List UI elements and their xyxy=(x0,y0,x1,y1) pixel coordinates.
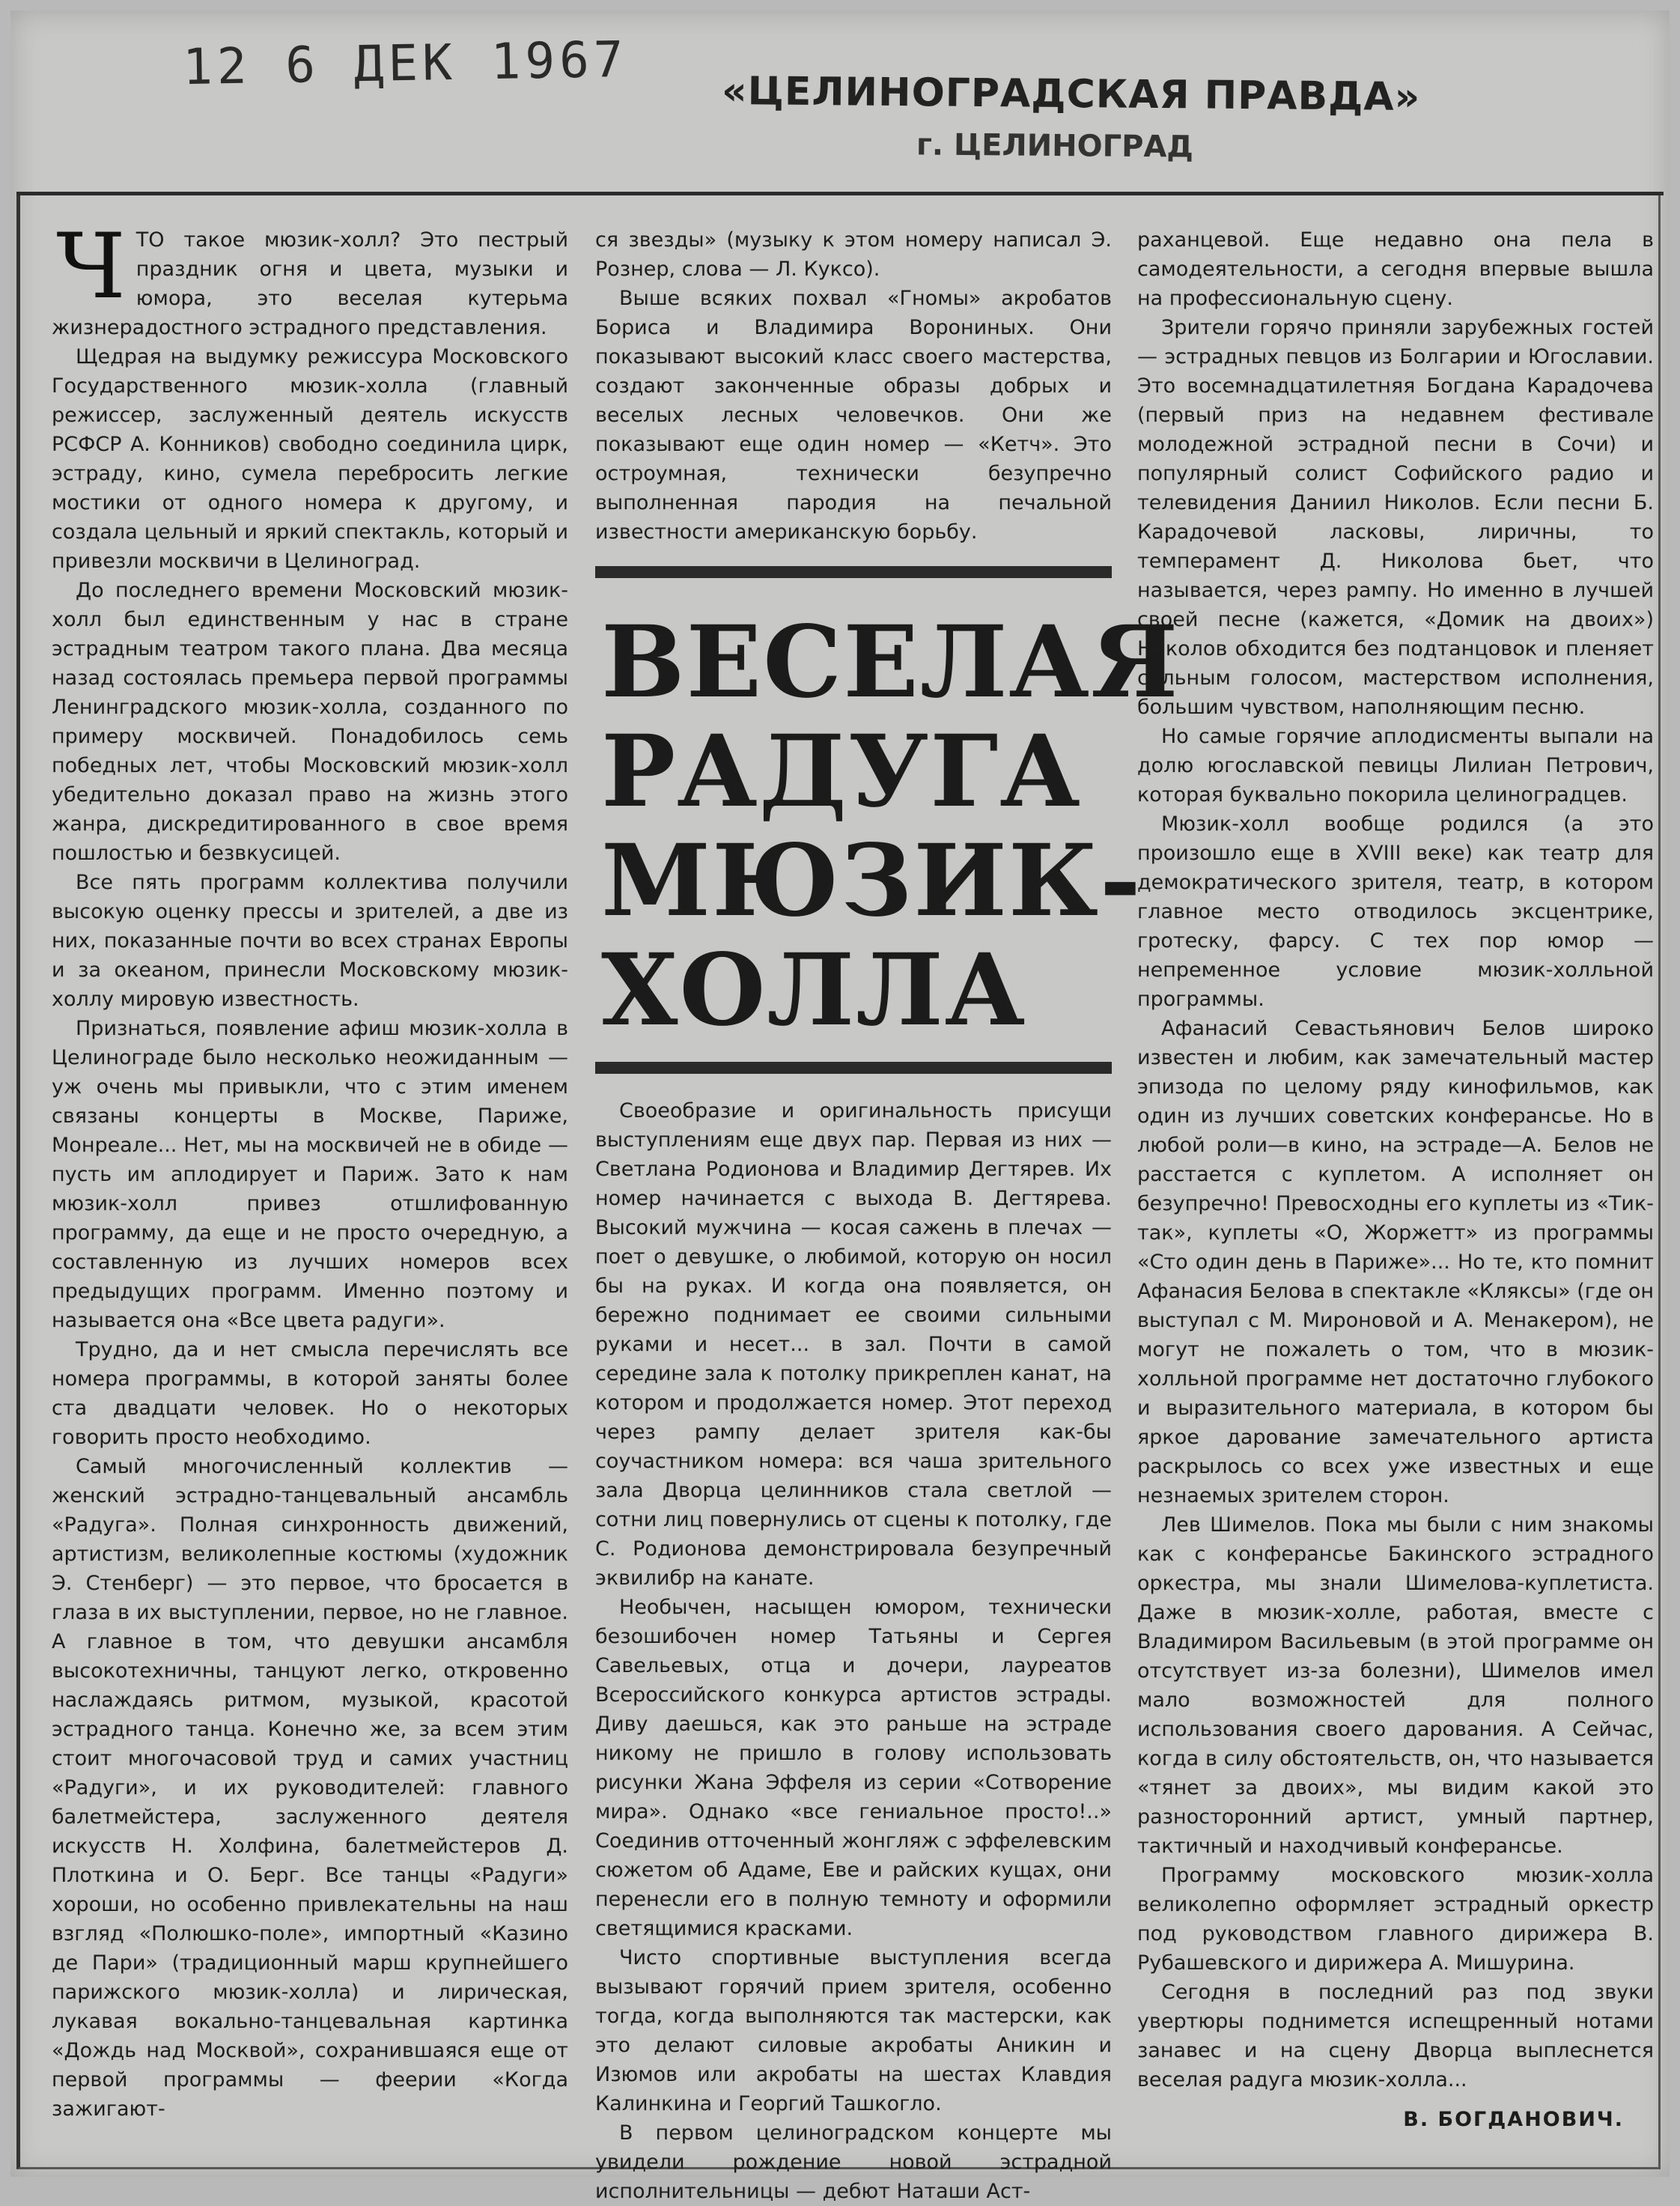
paragraph: Чисто спортивные выступления всегда вызывают горячий прием зрителя, особенно тогда, когда выполняются так мастерски, как это делают силовые акробаты Аникин и Изюмов или акробаты на шестах Клавдия Калинкина и Георгий Ташкогло. xyxy=(595,1946,1112,2115)
paragraph xyxy=(52,215,568,342)
paragraph: Зрители горячо приняли зарубежных гостей — эстрадных певцов из Болгарии и Югославии. Это восемнадцатилетняя Богдана Карадочева (первый приз на недавнем фестивале молодежной эстрадной песни в Сочи) и популярный солист Софийского радио и телевидения Даниил Николов. Если песни Б. Карадочевой ласковы, лиричны, то темперамент Д. Николова бьет, что называется, через рампу. Но именно в лучшей своей песне (кажется, «Домик на двоих») Николов обходится без подтанцовок и пленяет сильным голосом, мастерством исполнения, большим чувством, наполняющим песню. xyxy=(1137,316,1654,719)
paragraph: Но самые горячие аплодисменты выпали на долю югославской певицы Лилиан Петрович, которая буквально покорила целиноградцев. xyxy=(1137,725,1654,806)
paragraph: В первом целиноградском концерте мы увидели рождение новой эстрадной исполнительницы — дебют Наташи Аст- xyxy=(595,2121,1112,2203)
author-signature: В. БОГДАНОВИЧ. xyxy=(1403,2108,1624,2131)
paragraph-text: ТО такое мюзик-холл? Это пестрый праздник огня и цвета, музыки и юмора, это веселая кутерьма жизнерадостного эстрадного представления. xyxy=(52,228,568,339)
paragraph: Трудно, да и нет смысла перечислять все номера программы, в которой заняты более ста двадцати человек. Но о некоторых говорить просто необходимо. xyxy=(52,1338,568,1449)
paragraph: Афанасий Севастьянович Белов широко известен и любим, как замечательный мастер эпизода по целому ряду кинофильмов, как один из лучших советских конферансье. Но в любой роли—в кино, на эстраде—А. Белов не расстается с куплетом. А исполняет он безупречно! Превосходны его куплеты из «Тик-так», куплеты «О, Жоржетт» из программы «Сто один день в Париже»... Но те, кто помнит Афанасия Белова в спектакле «Кляксы» (где он выступал с М. Мироновой и А. Менакером), не могут не пожалеть о том, что в мюзик-холльной программе нет достаточно глубокого и выразительного материала, в котором бы яркое дарование замечательного артиста раскрылось со всех уже известных и еще незнаемых зрителем сторон. xyxy=(1137,1017,1654,1507)
article-column-1 xyxy=(52,215,568,2142)
headline xyxy=(595,578,1180,1062)
headline-block xyxy=(595,566,1180,1074)
headline-line: РАДУГА xyxy=(601,714,1082,830)
paragraph: Программу московского мюзик-холла великолепно оформляет эстрадный оркестр под руководством главного дирижера В. Рубашевского и дирижера А. Мишурина. xyxy=(1137,1864,1654,1975)
article-column-2 xyxy=(595,225,1180,2203)
date-stamp: 12 6 ДЕК 1967 xyxy=(182,30,629,97)
paragraph: Признаться, появление афиш мюзик-холла в Целинограде было несколько неожиданным — уж очень мы привыкли, что с этим именем связаны концерты в Москве, Париже, Монреале... Нет, мы на москвичей не в обиде — пусть им аплодирует и Париж. Зато к нам мюзик-холл привез отшлифованную программу, да еще и не просто очередную, а составленную из лучших номеров всех предыдущих программ. Именно поэтому и называется она «Все цвета радуги». xyxy=(52,1017,568,1332)
headline-line: ВЕСЕЛАЯ xyxy=(601,604,1180,720)
newspaper-name: «ЦЕЛИНОГРАДСКАЯ ПРАВДА» xyxy=(721,68,1421,121)
headline-line: ХОЛЛА xyxy=(601,932,1027,1048)
headline-rule-bottom xyxy=(595,1062,1112,1074)
paragraph: Необычен, насыщен юмором, технически безошибочен номер Татьяны и Сергея Савельевых, отца и дочери, лауреатов Всероссийского конкурса артистов эстрады. Диву даешься, как это раньше на эстраде никому не пришло в голову использовать рисунки Жана Эффеля из серии «Сотворение мира». Однако «все гениальное просто!..» Соединив отточенный жонгляж с эффелевским сюжетом об Адаме, Еве и райских кущах, они перенесли его в полную темноту и оформили светящимися красками. xyxy=(595,1596,1112,1940)
paragraph: раханцевой. Еще недавно она пела в самодеятельности, а сегодня впервые вышла на профессиональную сцену. xyxy=(1137,228,1654,310)
paragraph: ся звезды» (музыку к этом номеру написал Э. Рознер, слова — Л. Куксо). xyxy=(595,228,1112,281)
newspaper-city: г. ЦЕЛИНОГРАД xyxy=(916,127,1194,165)
headline-line: МЮЗИК- xyxy=(601,823,1142,939)
drop-cap: Ч xyxy=(56,215,126,319)
headline-rule-top xyxy=(595,566,1112,578)
paragraph: До последнего времени Московский мюзик-холл был единственным у нас в стране эстрадным театром такого плана. Два месяца назад состоялась премьера первой программы Ленинградского мюзик-холла, созданного по примеру москвичей. Понадобилось семь победных лет, чтобы Московский мюзик-холл убедительно доказал право на жизнь этого жанра, дискредитированного в свое время пошлостью и безвкусицей. xyxy=(52,579,568,865)
paragraph: Лев Шимелов. Пока мы были с ним знакомы как с конферансье Бакинского эстрадного оркестра, мы знали Шимелова-куплетиста. Даже в мюзик-холле, работая, вместе с Владимиром Васильевым (в этой программе он отсутствует из-за болезни), Шимелов имел мало возможностей для полного использования своего дарования. А Сейчас, когда в силу обстоятельств, он, что называется «тянет за двоих», мы видим какой это разносторонний артист, умный партнер, тактичный и находчивый конферансье. xyxy=(1137,1513,1654,1858)
paragraph: Мюзик-холл вообще родился (а это произошло еще в XVIII веке) как театр для демократического зрителя, театр, в котором главное место отводилось эксцентрике, гротеску, фарсу. С тех пор юмор — непременное условие мюзик-холльной программы. xyxy=(1137,812,1654,1011)
paragraph: Своеобразие и оригинальность присущи выступлениям еще двух пар. Первая из них — Светлана Родионова и Владимир Дегтярев. Их номер начинается с выхода В. Дегтярева. Высокий мужчина — косая сажень в плечах — поет о девушке, о любимой, которую он носил бы на руках. И когда она появляется, он бережно поднимает ее своими сильными руками и несет... в зал. Почти в самой середине зала к потолку прикреплен канат, на котором и продолжается номер. Этот переход через рампу делает зрителя как-бы соучастником номера: вся чаша зрительного зала Дворца целинников стала светлой — сотни лиц повернулись от сцены к потолку, где С. Родионова демонстрировала безупречный эквилибр на канате. xyxy=(595,1099,1112,1590)
paragraph: Самый многочисленный коллектив — женский эстрадно-танцевальный ансамбль «Радуга». Полная синхронность движений, артистизм, великолепные костюмы (художник Э. Стенберг) — это первое, что бросается в глаза в их выступлении, первое, но не главное. А главное в том, что девушки ансамбля высокотехничны, танцуют легко, откровенно наслаждаясь ритмом, музыкой, красотой эстрадного танца. Конечно же, за всем этим стоит многочасовой труд и самих участниц «Радуги», и их руководителей: главного балетмейстера, заслуженного деятеля искусств Н. Холфина, балетмейстеров Д. Плоткина и О. Берг. Все танцы «Радуги» хороши, но особенно привлекательны на наш взгляд «Полюшко-поле», импортный «Казино де Пари» (традиционный марш крупнейшего парижского мюзик-холла) и лирическая, лукавая вокально-танцевальная картинка «Дождь над Москвой», сохранившаяся еще от первой программы — феерии «Когда зажигают- xyxy=(52,1455,568,2121)
paragraph: Сегодня в последний раз под звуки увертюры поднимется испещренный нотами занавес и на сцену Дворца выплеснется веселая радуга мюзик-холла... xyxy=(1137,1981,1654,2091)
article-column-3 xyxy=(1137,225,1654,2142)
paragraph: Выше всяких похвал «Гномы» акробатов Бориса и Владимира Ворониных. Они показывают высокий класс своего мастерства, создают законченные образы добрых и веселых лесных человечков. Они же показывают еще один номер — «Кетч». Это остроумная, технически безупречно выполненная пародия на печальной известности американскую борьбу. xyxy=(595,287,1112,544)
article xyxy=(16,195,1661,2203)
paragraph: Все пять программ коллектива получили высокую оценку прессы и зрителей, а две из них, показанные почти во всех странах Европы и за океаном, принесли Московскому мюзик-холлу мировую известность. xyxy=(52,871,568,1011)
paragraph: Щедрая на выдумку режиссура Московского Государственного мюзик-холла (главный режиссер, заслуженный деятель искусств РСФСР А. Конников) свободно соединила цирк, эстраду, кино, сумела перебросить легкие мостики от одного номера к другому, и создала цельный и яркий спектакль, который и привезли москвичи в Целиноград. xyxy=(52,345,568,573)
